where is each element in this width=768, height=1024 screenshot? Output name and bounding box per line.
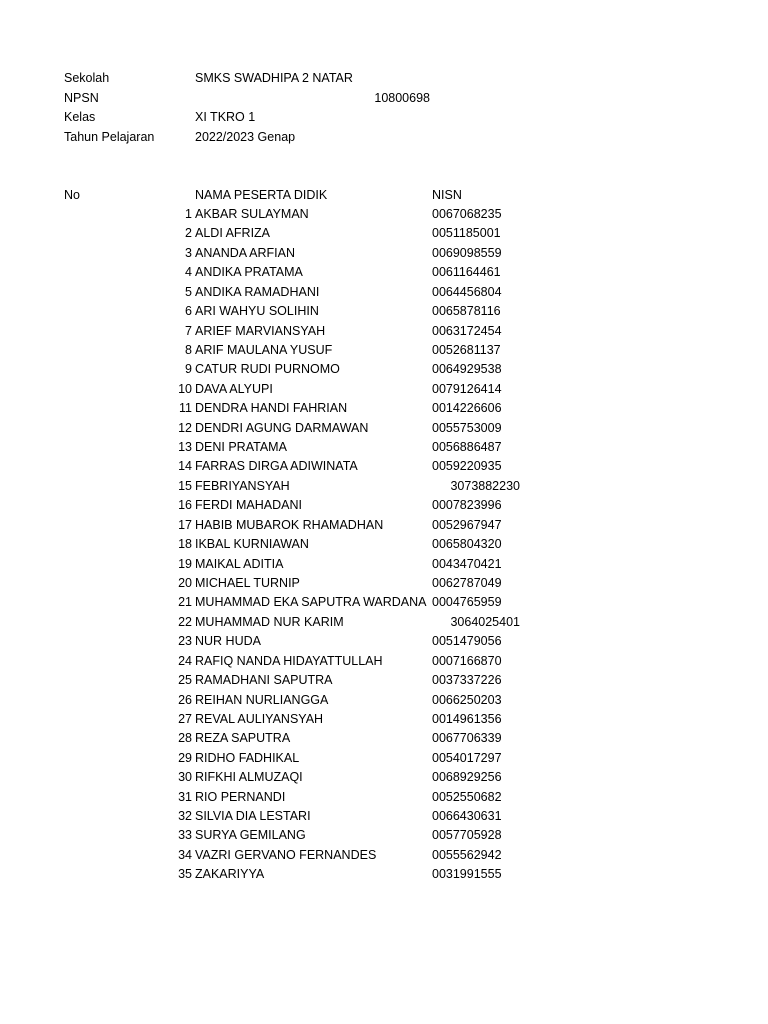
kelas-label: Kelas (64, 110, 96, 124)
student-name: ARIF MAULANA YUSUF (195, 342, 333, 357)
row-number: 32 (178, 809, 192, 824)
row-number: 12 (178, 420, 192, 435)
student-name: DENI PRATAMA (195, 440, 287, 455)
row-number: 9 (185, 362, 192, 377)
student-name: MAIKAL ADITIA (195, 556, 284, 571)
student-name: IKBAL KURNIAWAN (195, 537, 309, 552)
student-name: ANDIKA PRATAMA (195, 265, 303, 280)
row-number: 10 (178, 381, 192, 396)
student-name: AKBAR SULAYMAN (195, 207, 309, 221)
student-name: DENDRI AGUNG DARMAWAN (195, 420, 369, 435)
student-nisn: 0067706339 (432, 731, 502, 746)
student-name: FERDI MAHADANI (195, 498, 302, 513)
npsn-label: NPSN (64, 91, 99, 105)
row-number: 1 (185, 207, 192, 221)
student-name: SURYA GEMILANG (195, 828, 306, 843)
student-name: ARI WAHYU SOLIHIN (195, 304, 319, 319)
student-nisn: 3073882230 (450, 478, 520, 493)
student-name: FEBRIYANSYAH (195, 478, 290, 493)
student-nisn: 0055562942 (432, 847, 502, 862)
student-nisn: 0065804320 (432, 537, 502, 552)
student-name: MUHAMMAD NUR KARIM (195, 614, 344, 629)
row-number: 16 (178, 498, 192, 513)
student-nisn: 3064025401 (450, 614, 520, 629)
student-name: ALDI AFRIZA (195, 226, 271, 241)
header-no: No (64, 187, 80, 202)
row-number: 23 (178, 634, 192, 649)
student-nisn: 0069098559 (432, 245, 502, 260)
student-name: SILVIA DIA LESTARI (195, 809, 311, 824)
student-name: VAZRI GERVANO FERNANDES (195, 847, 377, 862)
student-name: ARIEF MARVIANSYAH (195, 323, 326, 338)
row-number: 29 (178, 750, 192, 765)
student-name: MUHAMMAD EKA SAPUTRA WARDANA (195, 595, 427, 610)
student-nisn: 0079126414 (432, 381, 502, 396)
row-number: 19 (178, 556, 192, 571)
row-number: 21 (178, 595, 192, 610)
row-number: 25 (178, 673, 192, 688)
tahun-value: 2022/2023 Genap (195, 129, 296, 144)
student-nisn: 0062787049 (432, 575, 502, 590)
row-number: 13 (178, 440, 192, 455)
row-number: 18 (178, 537, 192, 552)
student-name: ANANDA ARFIAN (195, 245, 296, 260)
sekolah-label: Sekolah (64, 71, 110, 85)
student-nisn: 0066430631 (432, 809, 502, 824)
student-name: HABIB MUBAROK RHAMADHAN (195, 517, 384, 532)
student-name: RIDHO FADHIKAL (195, 750, 300, 765)
student-name: REVAL AULIYANSYAH (195, 711, 324, 726)
kelas-value: XI TKRO 1 (195, 110, 256, 124)
row-number: 11 (179, 401, 192, 416)
row-number: 7 (185, 323, 192, 338)
row-number: 27 (178, 711, 192, 726)
row-number: 20 (178, 575, 192, 590)
student-nisn: 0052681137 (432, 342, 501, 357)
student-nisn: 0056886487 (432, 440, 502, 455)
row-number: 24 (178, 653, 192, 668)
row-number: 6 (185, 304, 192, 319)
row-number: 30 (178, 770, 192, 785)
student-name: RAMADHANI SAPUTRA (195, 673, 333, 688)
student-nisn: 0051479056 (432, 634, 502, 649)
student-nisn: 0043470421 (432, 556, 502, 571)
row-number: 31 (178, 789, 192, 804)
student-name: DAVA ALYUPI (195, 381, 273, 396)
student-name: FARRAS DIRGA ADIWINATA (195, 459, 358, 474)
student-name: RIFKHI ALMUZAQI (195, 770, 303, 785)
student-nisn: 0057705928 (432, 828, 502, 843)
row-number: 26 (178, 692, 192, 707)
student-nisn: 0052550682 (432, 789, 502, 804)
student-nisn: 0064456804 (432, 284, 502, 299)
student-name: CATUR RUDI PURNOMO (195, 362, 340, 377)
student-nisn: 0031991555 (432, 867, 502, 882)
row-number: 35 (178, 867, 192, 882)
student-nisn: 0007166870 (432, 653, 502, 668)
student-nisn: 0063172454 (432, 323, 502, 338)
tahun-label: Tahun Pelajaran (64, 129, 155, 144)
student-name: NUR HUDA (195, 634, 261, 649)
student-name: RIO PERNANDI (195, 789, 286, 804)
row-number: 4 (185, 265, 192, 280)
student-nisn: 0059220935 (432, 459, 502, 474)
student-name: MICHAEL TURNIP (195, 575, 300, 590)
student-name: RAFIQ NANDA HIDAYATTULLAH (195, 653, 383, 668)
student-name: ANDIKA RAMADHANI (195, 284, 320, 299)
student-nisn: 0067068235 (432, 207, 502, 221)
row-number: 34 (178, 847, 192, 862)
header-nisn: NISN (432, 187, 462, 202)
row-number: 28 (178, 731, 192, 746)
student-nisn: 0055753009 (432, 420, 502, 435)
row-number: 14 (178, 459, 192, 474)
student-nisn: 0052967947 (432, 517, 502, 532)
student-nisn: 0065878116 (432, 304, 501, 319)
student-nisn: 0004765959 (432, 595, 502, 610)
student-nisn: 0014961356 (432, 711, 502, 726)
header-nama: NAMA PESERTA DIDIK (195, 187, 328, 202)
row-number: 15 (178, 478, 192, 493)
student-nisn: 0061164461 (432, 265, 501, 280)
student-nisn: 0054017297 (432, 750, 502, 765)
student-nisn: 0068929256 (432, 770, 502, 785)
row-number: 3 (185, 245, 192, 260)
student-nisn: 0051185001 (432, 226, 501, 241)
student-nisn: 0014226606 (432, 401, 502, 416)
npsn-value: 10800698 (374, 91, 430, 105)
student-nisn: 0064929538 (432, 362, 502, 377)
student-name: REZA SAPUTRA (195, 731, 291, 746)
student-name: DENDRA HANDI FAHRIAN (195, 401, 348, 416)
row-number: 33 (178, 828, 192, 843)
student-nisn: 0037337226 (432, 673, 502, 688)
row-number: 17 (178, 517, 192, 532)
student-nisn: 0007823996 (432, 498, 502, 513)
row-number: 8 (185, 342, 192, 357)
row-number: 5 (185, 284, 192, 299)
student-name: ZAKARIYYA (195, 867, 265, 882)
sekolah-value: SMKS SWADHIPA 2 NATAR (195, 71, 353, 85)
row-number: 22 (178, 614, 192, 629)
student-nisn: 0066250203 (432, 692, 502, 707)
student-name: REIHAN NURLIANGGA (195, 692, 329, 707)
row-number: 2 (185, 226, 192, 241)
